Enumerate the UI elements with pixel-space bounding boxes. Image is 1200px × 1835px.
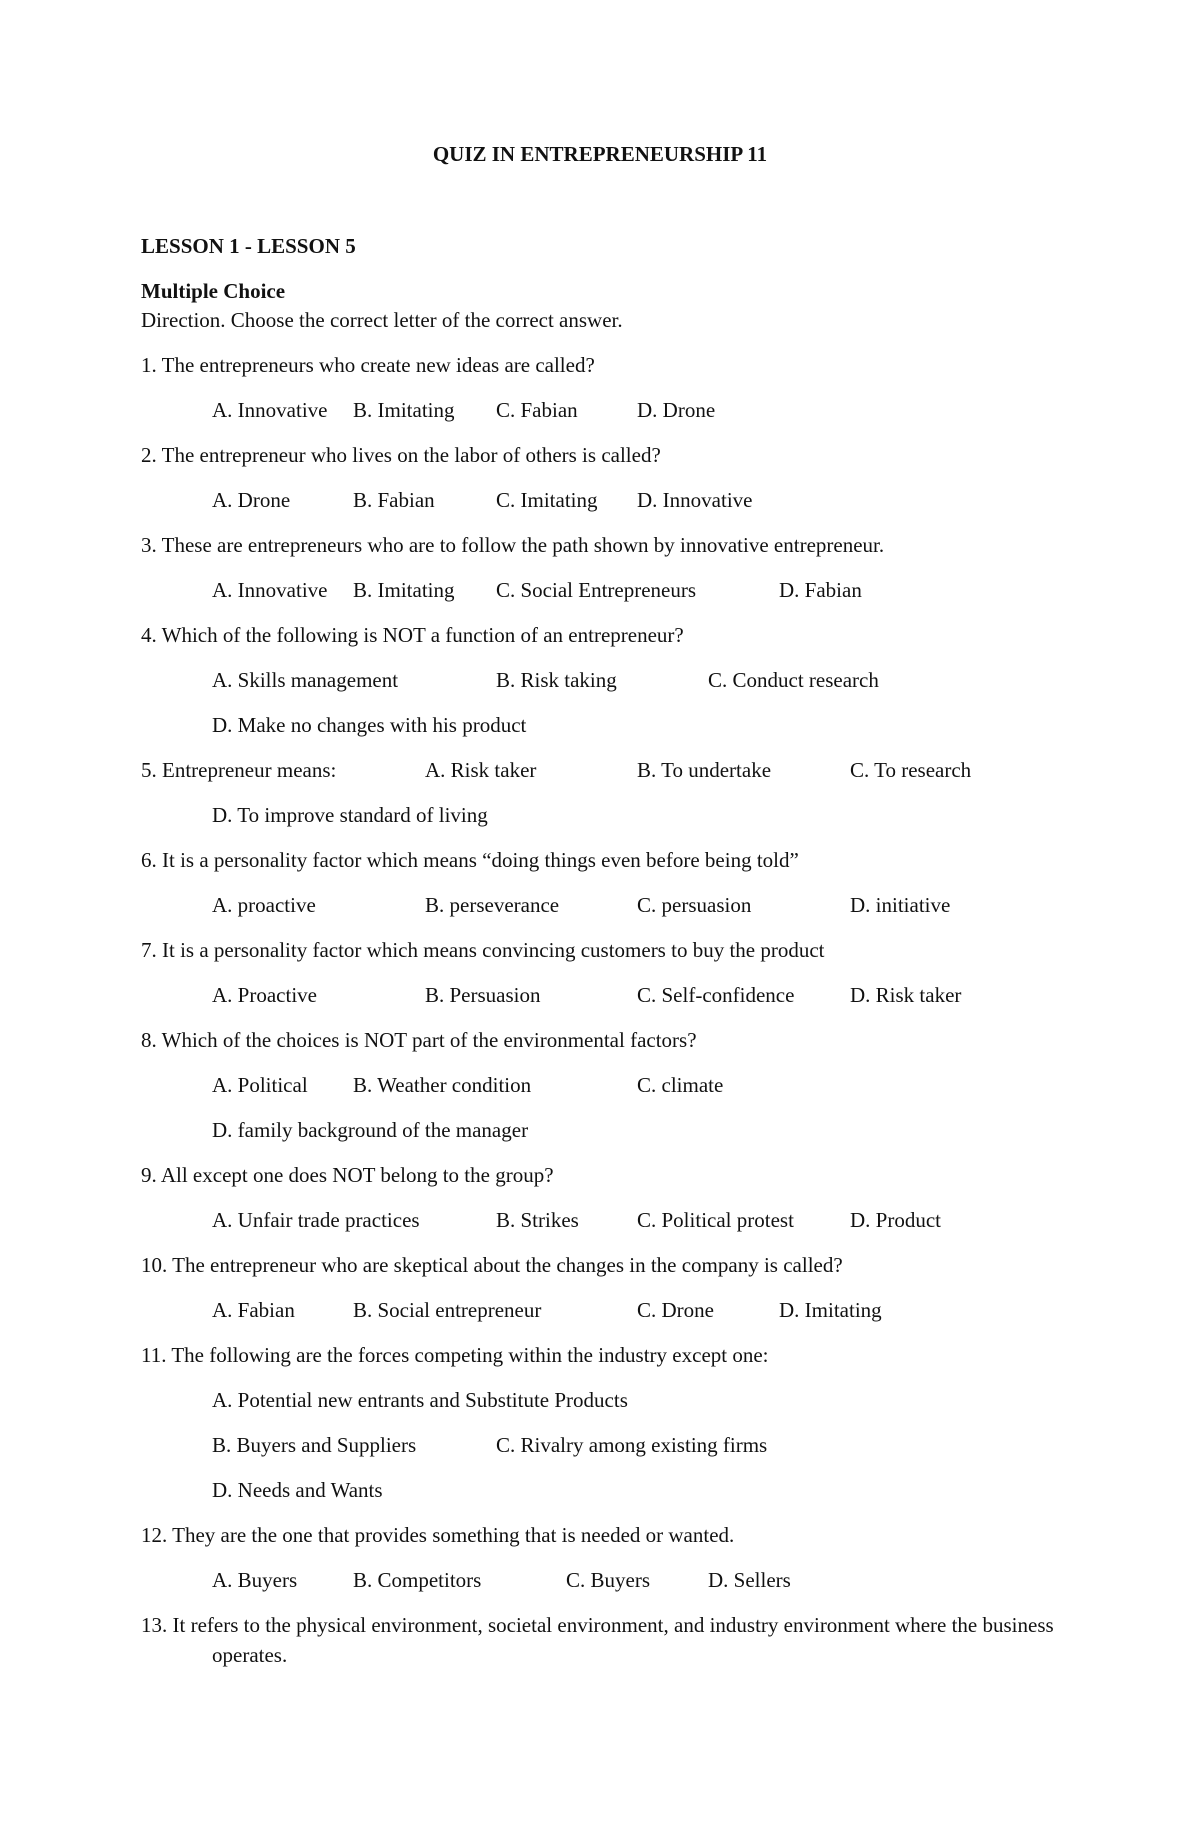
options-line: [0, 395, 1200, 440]
options-line: [0, 1205, 1200, 1250]
option-d: D. To improve standard of living: [212, 803, 488, 827]
option-a: A. proactive: [212, 893, 316, 917]
options-line: [0, 890, 1200, 935]
option-a: A. Risk taker: [425, 758, 537, 782]
question-stem: 2. The entrepreneur who lives on the labor of others is called?: [141, 443, 661, 467]
options-line: [0, 1430, 1200, 1475]
question-7: [0, 935, 1200, 1025]
question-9: [0, 1160, 1200, 1250]
options-line: [0, 575, 1200, 620]
options-line: [0, 1475, 1200, 1520]
question-12: [0, 1520, 1200, 1610]
question-5: [0, 755, 1200, 845]
question-10: [0, 1250, 1200, 1340]
option-c: C. Fabian: [496, 398, 578, 422]
options-line: [0, 1565, 1200, 1610]
option-c: C. Conduct research: [708, 668, 879, 692]
question-2: [0, 440, 1200, 530]
option-b: B. To undertake: [637, 758, 772, 782]
option-c: C. Buyers: [566, 1568, 650, 1592]
option-c: C. Imitating: [496, 488, 598, 512]
option-a: A. Political: [212, 1073, 308, 1097]
option-b: B. Buyers and Suppliers: [212, 1433, 417, 1457]
question-stem: 8. Which of the choices is NOT part of the environmental factors?: [141, 1028, 697, 1052]
option-d: D. Risk taker: [850, 983, 962, 1007]
option-c: C. climate: [637, 1073, 724, 1097]
options-line: [0, 1070, 1200, 1115]
option-b: B. Risk taking: [496, 668, 617, 692]
question-stem: 10. The entrepreneur who are skeptical about the changes in the company is called?: [141, 1253, 843, 1277]
option-a: A. Innovative: [212, 398, 328, 422]
option-d: D. Make no changes with his product: [212, 713, 527, 737]
question-stem: 7. It is a personality factor which means convincing customers to buy the product: [141, 938, 825, 962]
option-d: D. Needs and Wants: [212, 1478, 383, 1502]
question-1: [0, 350, 1200, 440]
option-d: D. Innovative: [637, 488, 753, 512]
question-stem: 4. Which of the following is NOT a function of an entrepreneur?: [141, 623, 684, 647]
option-b: B. Imitating: [353, 398, 455, 422]
option-c: C. Self-confidence: [637, 983, 795, 1007]
direction-text: Direction. Choose the correct letter of the correct answer.: [141, 308, 623, 332]
options-line: [0, 665, 1200, 710]
options-line: [0, 1295, 1200, 1340]
question-4: [0, 620, 1200, 755]
options-line: [0, 710, 1200, 755]
question-3: [0, 530, 1200, 620]
lesson-range: LESSON 1 - LESSON 5: [141, 234, 356, 258]
question-list: [0, 350, 1200, 1670]
option-a: A. Potential new entrants and Substitute Products: [212, 1388, 628, 1412]
option-b: B. Fabian: [353, 488, 435, 512]
option-c: C. Political protest: [637, 1208, 794, 1232]
option-c: C. To research: [850, 758, 972, 782]
option-a: A. Buyers: [212, 1568, 298, 1592]
options-line: [0, 755, 1200, 800]
option-b: B. Competitors: [353, 1568, 482, 1592]
question-8: [0, 1025, 1200, 1160]
question-13: [0, 1610, 1200, 1670]
options-line: [0, 1115, 1200, 1160]
question-stem: 11. The following are the forces competing within the industry except one:: [141, 1343, 769, 1367]
option-a: A. Proactive: [212, 983, 317, 1007]
option-d: D. initiative: [850, 893, 951, 917]
option-d: D. Product: [850, 1208, 941, 1232]
options-line: [0, 1385, 1200, 1430]
option-d: D. Fabian: [779, 578, 862, 602]
option-c: C. Drone: [637, 1298, 714, 1322]
question-stem: 9. All except one does NOT belong to the group?: [141, 1163, 554, 1187]
option-b: B. Weather condition: [353, 1073, 532, 1097]
option-b: B. perseverance: [425, 893, 560, 917]
question-stem: 13. It refers to the physical environment, societal environment, and industry environment where the business operates.: [141, 1613, 1054, 1667]
option-a: A. Drone: [212, 488, 291, 512]
option-a: A. Innovative: [212, 578, 328, 602]
question-6: [0, 845, 1200, 935]
options-line: [0, 485, 1200, 530]
options-line: [0, 980, 1200, 1025]
option-a: A. Fabian: [212, 1298, 295, 1322]
option-b: B. Strikes: [496, 1208, 579, 1232]
question-stem: 12. They are the one that provides something that is needed or wanted.: [141, 1523, 735, 1547]
option-a: A. Unfair trade practices: [212, 1208, 420, 1232]
question-stem: 6. It is a personality factor which means “doing things even before being told”: [141, 848, 799, 872]
option-d: D. Drone: [637, 398, 716, 422]
question-stem: 1. The entrepreneurs who create new ideas are called?: [141, 353, 595, 377]
question-stem: 3. These are entrepreneurs who are to follow the path shown by innovative entrepreneur.: [141, 533, 885, 557]
option-c: C. Social Entrepreneurs: [496, 578, 697, 602]
options-line: [0, 800, 1200, 845]
option-d: D. Sellers: [708, 1568, 791, 1592]
option-b: B. Persuasion: [425, 983, 541, 1007]
option-a: A. Skills management: [212, 668, 399, 692]
option-c: C. Rivalry among existing firms: [496, 1433, 768, 1457]
option-d: D. family background of the manager: [212, 1118, 529, 1142]
option-b: B. Social entrepreneur: [353, 1298, 542, 1322]
option-b: B. Imitating: [353, 578, 455, 602]
quiz-title: QUIZ IN ENTREPRENEURSHIP 11: [432, 142, 768, 166]
section-heading: Multiple Choice: [141, 279, 286, 303]
option-c: C. persuasion: [637, 893, 752, 917]
option-d: D. Imitating: [779, 1298, 882, 1322]
question-stem: 5. Entrepreneur means:: [141, 758, 337, 782]
question-11: [0, 1340, 1200, 1520]
